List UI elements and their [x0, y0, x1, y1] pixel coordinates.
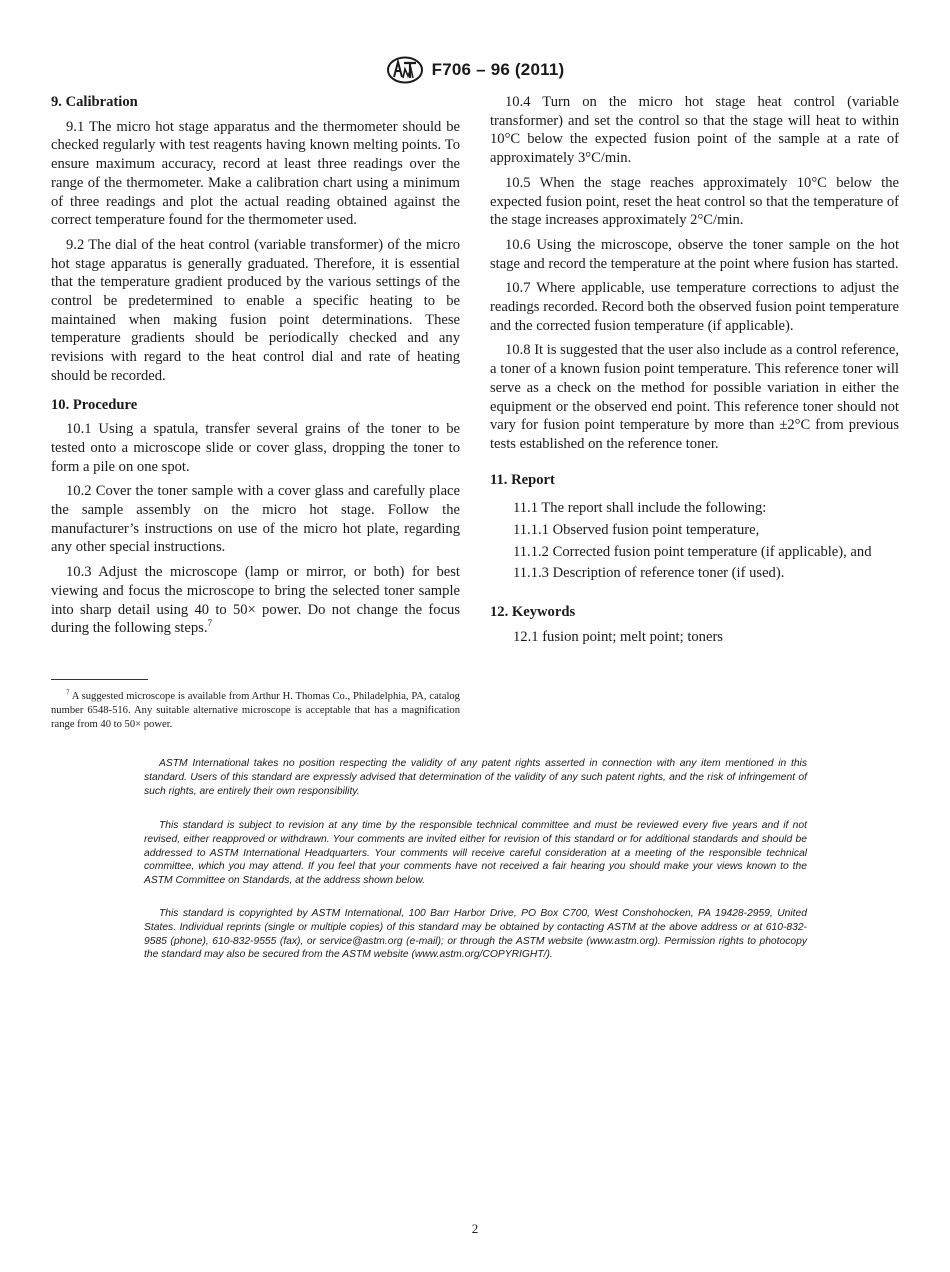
paragraph-11-1: 11.1 The report shall include the following:: [513, 500, 767, 517]
paragraph-10-3: [51, 563, 460, 638]
patent-notice: ASTM International takes no position respecting the validity of any patent rights asserted in connection with any item mentioned in this standard. Users of this standard are expressly advised that determination of the validity of any such patent rights, and the risk of infringement of such rights, are entirely their own responsibility.: [144, 758, 807, 797]
astm-logo-icon: [386, 56, 424, 84]
paragraph-10-2: 10.2 Cover the toner sample with a cover glass and carefully place the sample assembly on the micro hot stage. Follow the manufacturer’s instructions on use of the micro hot plate, regarding any other special instructions.: [51, 483, 460, 556]
document-id: F706 – 96 (2011): [431, 60, 565, 79]
copyright-notice: This standard is copyrighted by ASTM International, 100 Barr Harbor Drive, PO Box C700, West Conshohocken, PA 19428-2959, United States. Individual reprints (single or multiple copies) of this standard may be obtained by contacting ASTM at the above address or at 610-832-9585 (phone), 610-832-9555 (fax), or service@astm.org (e-mail); or through the ASTM website (www.astm.org). Permission rights to photocopy the standard may also be secured from the ASTM website (www.astm.org/COPYRIGHT/).: [144, 908, 807, 961]
left-column: [51, 93, 460, 638]
paragraph-10-5: 10.5 When the stage reaches approximately 10°C below the expected fusion point, reset the heat control so that the temperature of the stage increases approximately 2°C/min.: [490, 174, 899, 229]
paragraph-12-1: 12.1 fusion point; melt point; toners: [513, 628, 723, 645]
paragraph-10-7: 10.7 Where applicable, use temperature corrections to adjust the readings recorded. Record both the observed fusion point temperature and the corrected fusion temperature (if applicable).: [490, 280, 899, 334]
paragraph-9-1: 9.1 The micro hot stage apparatus and the thermometer should be checked regularly with test reagents having known melting points. To ensure maximum accuracy, record at least three readings over the range of the thermometer. Make a calibration chart using a minimum of three readings and plot the actual reading obtained against the correct temperature found for the thermometer used.: [51, 118, 460, 229]
section-11-title: 11. Report: [490, 471, 555, 488]
page-header: [0, 56, 950, 84]
footnote-ref-7[interactable]: 7: [207, 618, 212, 629]
paragraph-11-1-3: 11.1.3 Description of reference toner (if used).: [513, 565, 785, 582]
paragraph-9-2: 9.2 The dial of the heat control (variable transformer) of the micro hot stage apparatus is generally graduated. Therefore, it is essential that the temperature gradient produced by the various settings of the control be predetermined to enable a specific heating to be maintained when making fusion point determinations. These temperature gradients should be periodically checked and any revisions with regard to the heat control dial and rate of heating should be recorded.: [51, 236, 460, 384]
footnote-7: [51, 690, 460, 732]
section-12-title: 12. Keywords: [490, 604, 576, 621]
section-10-title: 10. Procedure: [51, 396, 138, 413]
footnote-mark: 7: [66, 688, 70, 697]
footnote-divider: [51, 679, 148, 680]
paragraph-10-6: 10.6 Using the microscope, observe the toner sample on the hot stage and record the temperature at the point where fusion has started.: [490, 236, 899, 272]
paragraph-10-8: 10.8 It is suggested that the user also include as a control reference, a toner of a known fusion point temperature. This reference toner will serve as a check on the method for possible variation in either the equipment or the observed end point. This reference toner should not vary for fusion point temperature by more than ±2°C from previous tests established on the reference toner.: [490, 342, 899, 452]
paragraph-10-4: 10.4 Turn on the micro hot stage heat control (variable transformer) and set the control so that the stage will heat to within 10°C below the expected fusion point of the sample at a rate of approximately 3°C/min.: [490, 94, 899, 167]
footnote-text: A suggested microscope is available from Arthur H. Thomas Co., Philadelphia, PA, catalog number 6548-516. Any suitable alternative microscope is acceptable that has a magnification range from 40 to 50× power.: [51, 691, 460, 730]
right-column: [490, 93, 899, 647]
page-number: 2: [471, 1221, 479, 1236]
section-9-title: 9. Calibration: [51, 94, 138, 110]
paragraph-11-1-2: 11.1.2 Corrected fusion point temperature (if applicable), and: [513, 543, 872, 560]
paragraph-10-1: 10.1 Using a spatula, transfer several grains of the toner to be tested onto a microscope slide or cover glass, dropping the toner to form a pile on one spot.: [51, 421, 460, 475]
paragraph-10-3-text: 10.3 Adjust the microscope (lamp or mirror, or both) for best viewing and focus the microscope to bring the selected toner sample into sharp detail using 40 to 50× power. Do not change the focus during the following steps.: [51, 564, 460, 637]
paragraph-11-1-1: 11.1.1 Observed fusion point temperature,: [513, 522, 760, 539]
revision-notice: This standard is subject to revision at any time by the responsible technical committee and must be reviewed every five years and if not revised, either reapproved or withdrawn. Your comments are invited either for revision of this standard or for additional standards and should be addressed to ASTM International Headquarters. Your comments will receive careful consideration at a meeting of the responsible technical committee, which you may attend. If you feel that your comments have not received a fair hearing you should make your views known to the ASTM Committee on Standards, at the address shown below.: [144, 820, 807, 887]
